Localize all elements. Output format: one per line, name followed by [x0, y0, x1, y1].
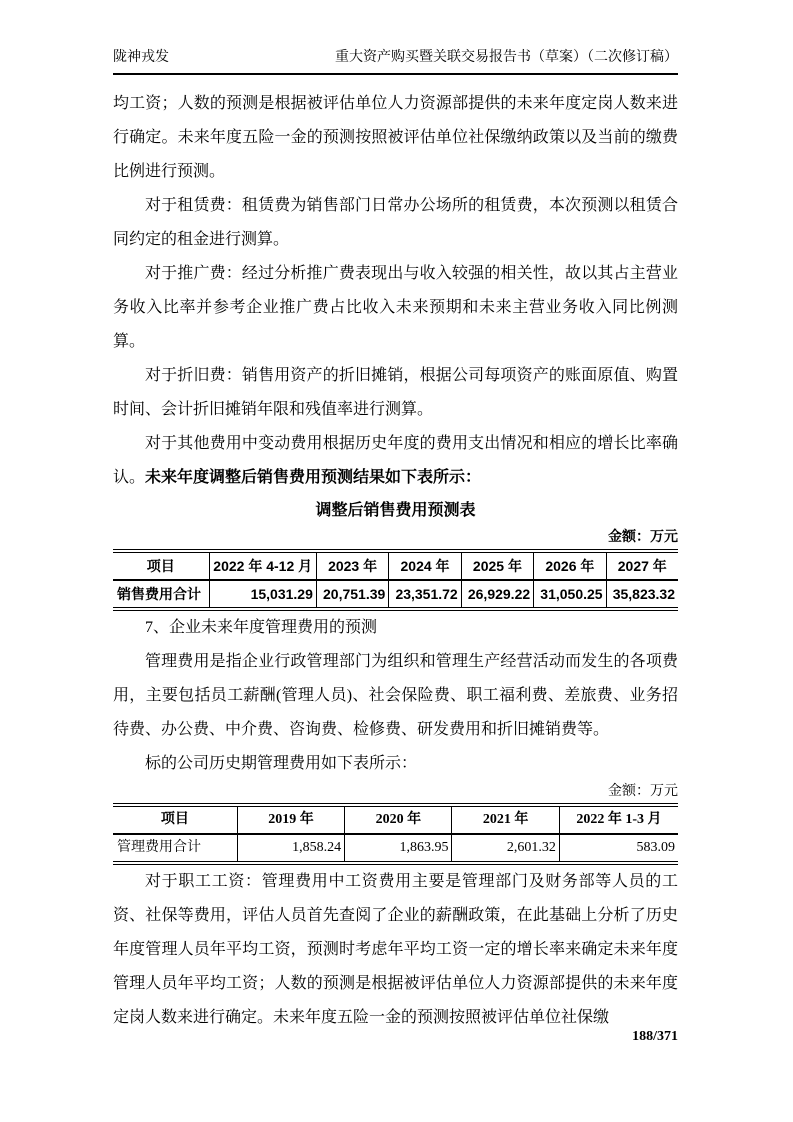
table-cell: 31,050.25 — [534, 580, 606, 609]
paragraph — [113, 645, 678, 747]
table-header-cell: 项目 — [113, 805, 237, 834]
unit-label: 金额：万元 — [608, 784, 678, 799]
table-row — [113, 580, 678, 609]
table-cell: 1,863.95 — [345, 834, 452, 863]
paragraph-group-c — [113, 865, 678, 1035]
admin-expense-history-table — [113, 803, 678, 865]
bold-text-run: 未来年度调整后销售费用预测结果如下表所示： — [145, 469, 482, 486]
paragraph — [113, 87, 678, 189]
table-header-cell: 2025 年 — [461, 551, 533, 580]
table-row — [113, 834, 678, 863]
document-body — [113, 87, 678, 1035]
table-header-cell: 2022 年 4-12 月 — [209, 551, 316, 580]
text-run: 对于折旧费：销售用资产的折旧摊销，根据公司每项资产的账面原值、购置时间、会计折旧摊销年限和残值率进行测算。 — [113, 367, 678, 418]
admin-expense-history-block — [113, 781, 678, 865]
table-cell: 20,751.39 — [316, 580, 388, 609]
table-cell: 15,031.29 — [209, 580, 316, 609]
text-run: 7、企业未来年度管理费用的预测 — [145, 619, 378, 636]
table-header-cell: 2023 年 — [316, 551, 388, 580]
paragraph — [113, 257, 678, 359]
paragraph-group-b — [113, 611, 678, 781]
text-run: 对于职工工资：管理费用中工资费用主要是管理部门及财务部等人员的工资、社保等费用，评估人员首先查阅了企业的薪酬政策，在此基础上分析了历史年度管理人员年平均工资，预测时考虑年平均工资一定的增长率来确定未来年度管理人员年平均工资；人数的预测是根据被评估单位人力资源部提供的未来年度定岗人数来进行确定。未来年度五险一金的预测按照被评估单位社保缴 — [113, 873, 678, 1026]
table-cell: 35,823.32 — [606, 580, 678, 609]
header-report-title: 重大资产购买暨关联交易报告书（草案）（二次修订稿） — [335, 50, 678, 65]
table-header-row — [113, 551, 678, 580]
header-company-name: 陇神戎发 — [113, 50, 169, 65]
paragraph — [113, 747, 678, 781]
text-run: 对于其他费用中变动费用根据历史年度的费用支出情况和相应的增长比率确认。 — [113, 435, 678, 486]
text-run: 对于租赁费：租赁费为销售部门日常办公场所的租赁费，本次预测以租赁合同约定的租金进行测算。 — [113, 197, 678, 248]
text-run: 对于推广费：经过分析推广费表现出与收入较强的相关性，故以其占主营业务收入比率并参考企业推广费占比收入未来预期和未来主营业务收入同比例测算。 — [113, 265, 678, 350]
table-cell: 583.09 — [559, 834, 678, 863]
table-title: 调整后销售费用预测表 — [315, 502, 476, 519]
running-header — [113, 48, 678, 75]
paragraph-group-a — [113, 87, 678, 495]
paragraph — [113, 359, 678, 427]
table-cell: 1,858.24 — [237, 834, 344, 863]
text-run: 均工资；人数的预测是根据被评估单位人力资源部提供的未来年度定岗人数来进行确定。未来年度五险一金的预测按照被评估单位社保缴纳政策以及当前的缴费比例进行预测。 — [113, 95, 678, 180]
sales-expense-forecast-block — [113, 497, 678, 611]
table-header-cell: 2027 年 — [606, 551, 678, 580]
row-label-cell: 销售费用合计 — [117, 586, 201, 602]
paragraph — [113, 189, 678, 257]
table-header-cell: 2019 年 — [237, 805, 344, 834]
text-run: 标的公司历史期管理费用如下表所示： — [145, 755, 418, 772]
table-header-cell: 2020 年 — [345, 805, 452, 834]
row-label-cell: 管理费用合计 — [117, 840, 201, 855]
unit-label: 金额：万元 — [608, 530, 678, 545]
table-header-cell: 2026 年 — [534, 551, 606, 580]
paragraph — [113, 611, 678, 645]
table-header-cell: 2021 年 — [452, 805, 559, 834]
sales-expense-forecast-table — [113, 549, 678, 611]
table-header-cell: 2022 年 1-3 月 — [559, 805, 678, 834]
table-header-cell: 2024 年 — [389, 551, 461, 580]
table-cell: 2,601.32 — [452, 834, 559, 863]
table-cell: 23,351.72 — [389, 580, 461, 609]
table-cell: 26,929.22 — [461, 580, 533, 609]
table-header-row — [113, 805, 678, 834]
paragraph — [113, 427, 678, 495]
table-header-cell: 项目 — [113, 551, 209, 580]
paragraph — [113, 865, 678, 1035]
page-number: 188/371 — [632, 1029, 678, 1044]
text-run: 管理费用是指企业行政管理部门为组织和管理生产经营活动而发生的各项费用，主要包括员工薪酬(管理人员)、社会保险费、职工福利费、差旅费、业务招待费、办公费、中介费、咨询费、检修费、研发费用和折旧摊销费等。 — [113, 653, 678, 738]
